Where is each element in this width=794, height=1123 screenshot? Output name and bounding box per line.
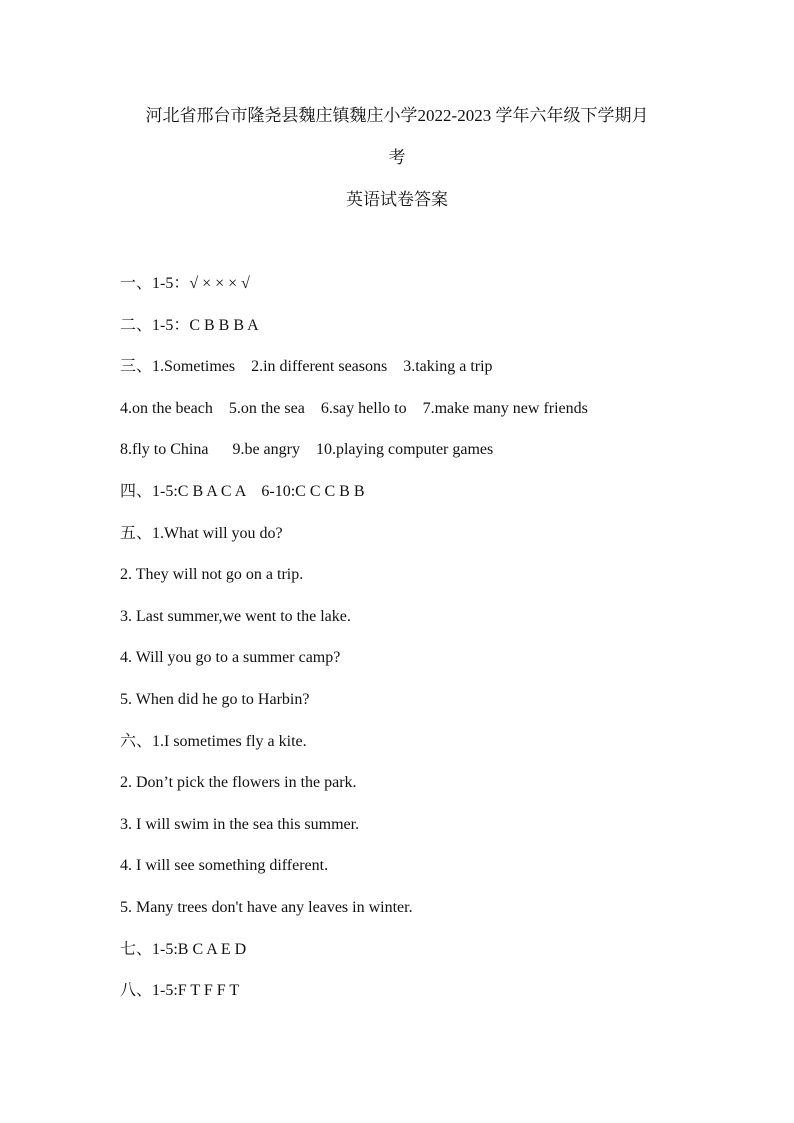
answer-section-2: 二、1-5：C B B B A — [120, 317, 259, 334]
answer-section-3-line-2: 4.on the beach 5.on the sea 6.say hello to 7.make many new friends — [120, 400, 588, 417]
answer-section-8: 八、1-5:F T F F T — [120, 982, 240, 999]
document-subtitle: 英语试卷答案 — [346, 190, 448, 209]
answer-section-5-item-2: 2. They will not go on a trip. — [120, 566, 304, 583]
answer-section-6-item-4: 4. I will see something different. — [120, 857, 329, 874]
answer-section-4: 四、1-5:C B A C A 6-10:C C C B B — [120, 483, 365, 500]
answer-section-6-item-1: 六、1.I sometimes fly a kite. — [120, 733, 307, 750]
answer-section-5-item-5: 5. When did he go to Harbin? — [120, 691, 310, 708]
answer-section-6-item-3: 3. I will swim in the sea this summer. — [120, 816, 360, 833]
answer-section-5-item-1: 五、1.What will you do? — [120, 525, 283, 542]
answer-section-3-line-1: 三、1.Sometimes 2.in different seasons 3.taking a trip — [120, 358, 493, 375]
answer-section-7: 七、1-5:B C A E D — [120, 941, 247, 958]
answer-section-6-item-2: 2. Don’t pick the flowers in the park. — [120, 774, 357, 791]
answer-section-6-item-5: 5. Many trees don't have any leaves in winter. — [120, 899, 413, 916]
document-title-line-2: 考 — [388, 148, 406, 167]
answer-section-3-line-3: 8.fly to China 9.be angry 10.playing computer games — [120, 441, 494, 458]
answer-section-5-item-4: 4. Will you go to a summer camp? — [120, 649, 341, 666]
answer-section-5-item-3: 3. Last summer,we went to the lake. — [120, 608, 351, 625]
answer-section-1: 一、1-5：√ × × × √ — [120, 275, 250, 292]
document-title-line-1: 河北省邢台市隆尧县魏庄镇魏庄小学2022-2023 学年六年级下学期月 — [145, 106, 649, 125]
